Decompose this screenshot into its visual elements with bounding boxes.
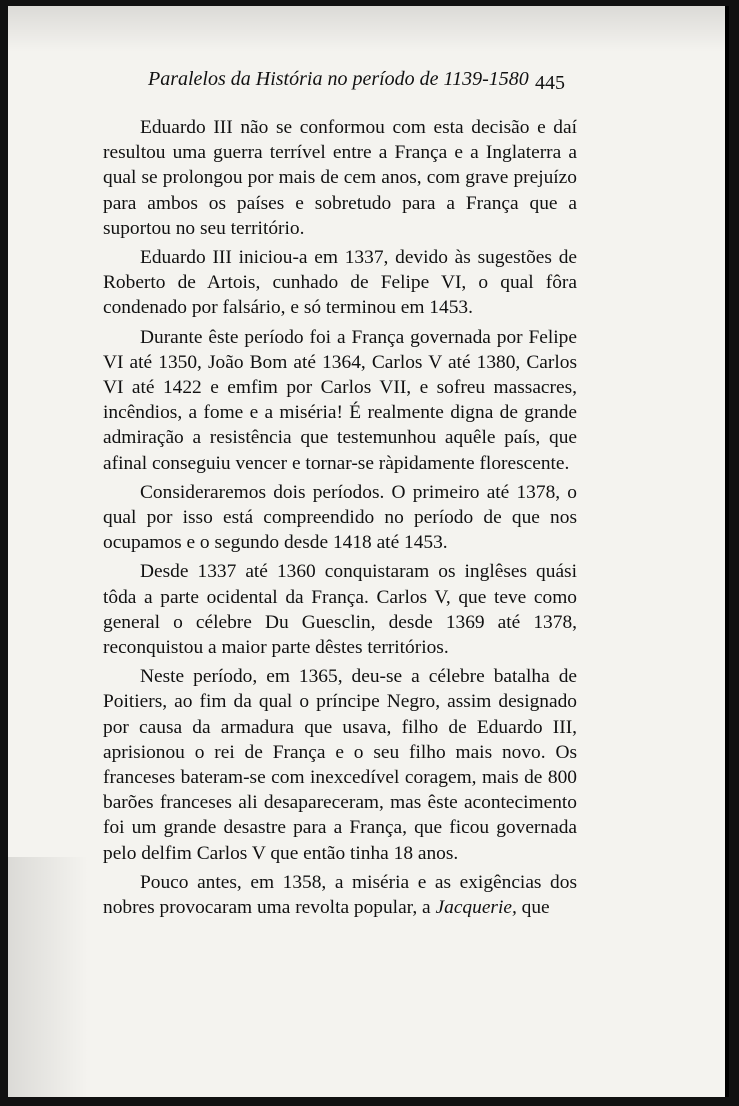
paragraph: Durante êste período foi a França governada por Felipe VI até 1350, João Bom até 1364, Carlos V até 1380, Carlos VI até 1422 e emfim por Carlos VII, e sofreu massacres, incêndios, a fome e a miséria! É realmente digna de grande admiração a resistência que testemunhou aquêle país, que afinal conseguiu vencer e tornar-se ràpidamente florescente. (103, 326, 577, 474)
paragraph: Consideraremos dois períodos. O primeiro até 1378, o qual por isso está compreendido no período de que nos ocupamos e o segundo desde 1418 até 1453. (103, 481, 577, 554)
paragraph-text: Pouco antes, em 1358, a miséria e as exigências dos nobres provocaram uma revolta popular, a (103, 871, 577, 919)
page-number: 445 (535, 72, 565, 94)
italic-term: Jacquerie, (435, 897, 517, 919)
paragraph: Eduardo III iniciou-a em 1337, devido às sugestões de Roberto de Artois, cunhado de Felipe VI, o qual fôra condenado por falsário, e só terminou em 1453. (103, 247, 577, 319)
paragraph: Eduardo III não se conformou com esta decisão e daí resultou uma guerra terrível entre a França e a Inglaterra a qual se prolongou por mais de cem anos, com grave prejuízo para ambos os países e sobretudo para a França que a suportou no seu território. (103, 117, 577, 239)
running-header: Paralelos da História no período de 1139-1580 (148, 68, 529, 90)
paragraph-text: que (516, 897, 550, 919)
book-page (8, 6, 729, 1097)
body-text (103, 115, 577, 920)
paragraph (103, 870, 577, 920)
paragraph: Neste período, em 1365, deu-se a célebre batalha de Poitiers, ao fim da qual o príncipe Negro, assim designado por causa da armadura que usava, filho de Eduardo III, aprisionou o rei de França e o seu filho mais novo. Os franceses bateram-se com inexcedível coragem, mais de 800 barões franceses ali desapareceram, mas êste acontecimento foi um grande desastre para a França, que ficou governada pelo delfim Carlos V que então tinha 18 anos. (103, 666, 577, 864)
paragraph: Desde 1337 até 1360 conquistaram os inglêses quási tôda a parte ocidental da França. Carlos V, que teve como general o célebre Du Guesclin, desde 1369 até 1378, reconquistou a maior parte dêstes territórios. (103, 561, 577, 659)
